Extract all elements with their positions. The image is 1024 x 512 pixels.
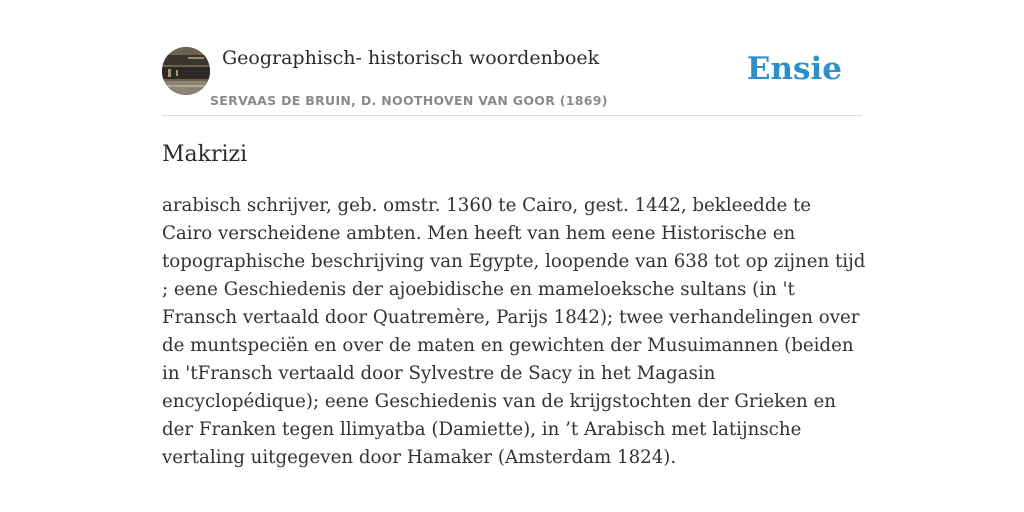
brand-logo[interactable]: Ensie (746, 51, 842, 87)
entry-body: arabisch schrijver, geb. omstr. 1360 te Cairo, gest. 1442, bekleedde te Cairo verscheidene ambten. Men heeft van hem eene Historische en topographische beschrijving van Egypte, loopende van 638 tot op zijnen tijd ; eene Geschiedenis der ajoebidische en mameloeksche sultans (in 't Fransch vertaald door Quatremère, Parijs 1842); twee verhandelingen over de muntspeciën en over de maten en gewichten der Musuimannen (beiden in 'tFransch vertaald door Sylvestre de Sacy in het Magasin encyclopédique); eene Geschiedenis van de krijgstochten der Grieken en der Franken tegen llimyatba (Damiette), in ’t Arabisch met latijnsche vertaling uitgegeven door Hamaker (Amsterdam 1824). (162, 195, 866, 468)
source-header (162, 0, 862, 116)
book-cover-icon[interactable] (162, 47, 210, 95)
entry-card (162, 0, 866, 512)
book-title[interactable]: Geographisch- historisch woordenboek (222, 47, 600, 69)
entry-title: Makrizi (162, 142, 248, 167)
book-author-year: SERVAAS DE BRUIN, D. NOOTHOVEN VAN GOOR (1869) (210, 93, 608, 108)
